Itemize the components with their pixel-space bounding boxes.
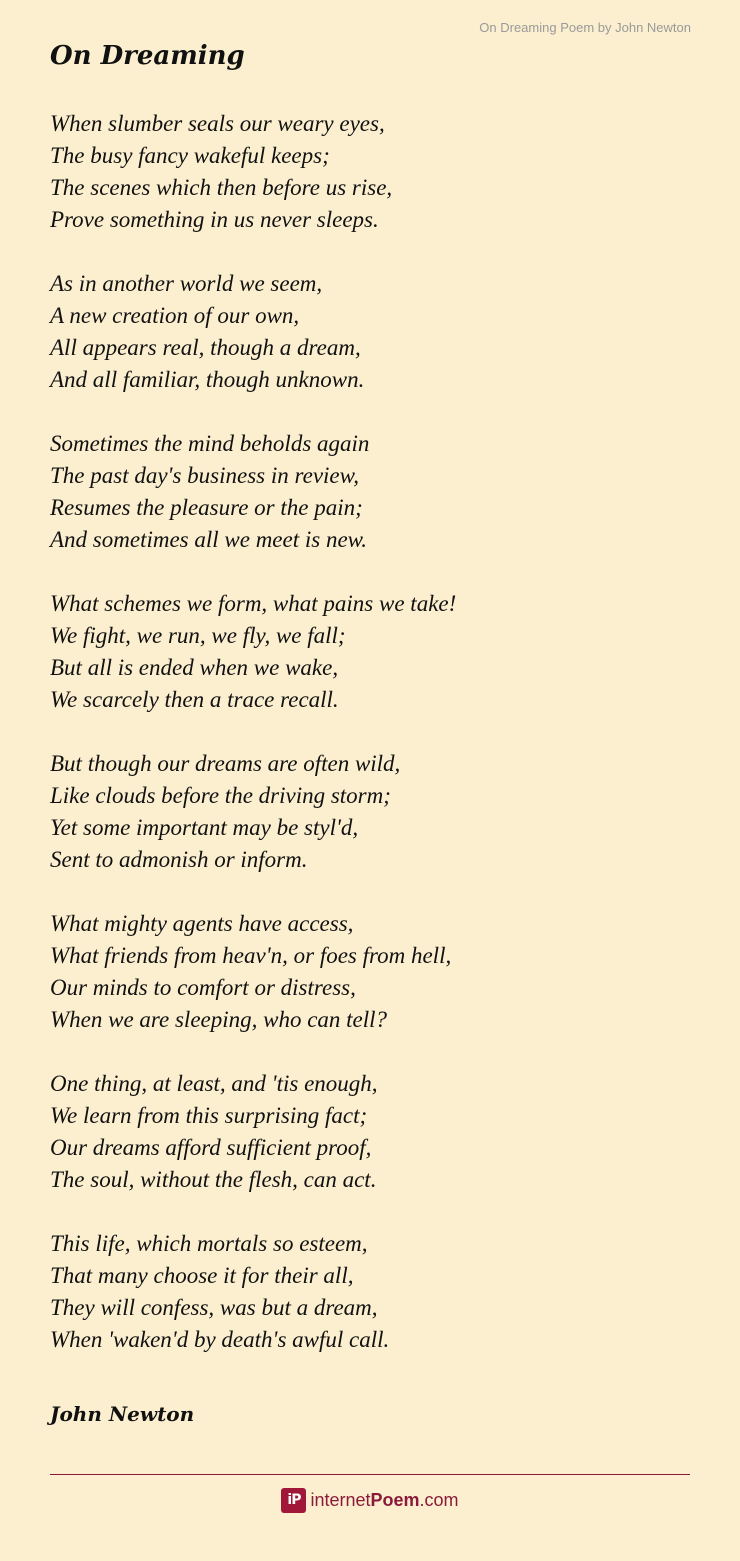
poem-line: As in another world we seem, [50, 271, 323, 296]
poem-line: Resumes the pleasure or the pain; [50, 495, 363, 520]
poem-line: The scenes which then before us rise, [50, 175, 393, 200]
site-logo-icon: iP [281, 1488, 306, 1513]
brand-text-poem: Poem [370, 1490, 420, 1510]
poem-title: On Dreaming [50, 41, 245, 71]
poem-line: Sometimes the mind beholds again [50, 431, 370, 456]
stanza [50, 588, 456, 716]
poem-line: Yet some important may be styl'd, [50, 815, 359, 840]
poem-line: What mighty agents have access, [50, 911, 354, 936]
poem-line: That many choose it for their all, [50, 1263, 354, 1288]
brand-text-domain: .com [419, 1490, 459, 1510]
poem-line: When we are sleeping, who can tell? [50, 1007, 388, 1032]
poem-line: We fight, we run, we fly, we fall; [50, 623, 346, 648]
poem-line: What schemes we form, what pains we take! [50, 591, 457, 616]
poem-line: We learn from this surprising fact; [50, 1103, 368, 1128]
poem-line: Our minds to comfort or distress, [50, 975, 356, 1000]
poem-line: Like clouds before the driving storm; [50, 783, 391, 808]
poem-line: Our dreams afford sufficient proof, [50, 1135, 372, 1160]
poem-line: The past day's business in review, [50, 463, 360, 488]
stanza [50, 748, 456, 876]
stanza [50, 1228, 456, 1356]
poem-line: Sent to admonish or inform. [50, 847, 308, 872]
poem-line: And sometimes all we meet is new. [50, 527, 368, 552]
stanza [50, 908, 456, 1036]
poem-line: When 'waken'd by death's awful call. [50, 1327, 390, 1352]
poem-line: But though our dreams are often wild, [50, 751, 401, 776]
poem-line: What friends from heav'n, or foes from hell, [50, 943, 452, 968]
stanza [50, 1068, 456, 1196]
brand-text-internet: internet [310, 1490, 371, 1510]
poem-line: All appears real, though a dream, [50, 335, 361, 360]
stanza [50, 108, 456, 236]
stanza [50, 428, 456, 556]
poem-line: They will confess, was but a dream, [50, 1295, 378, 1320]
poem-line: The soul, without the flesh, can act. [50, 1167, 377, 1192]
poem-line: One thing, at least, and 'tis enough, [50, 1071, 378, 1096]
poem-line: When slumber seals our weary eyes, [50, 111, 385, 136]
poem-body [50, 108, 456, 1388]
poem-line: But all is ended when we wake, [50, 655, 339, 680]
poem-line: Prove something in us never sleeps. [50, 207, 379, 232]
site-brand-link[interactable] [0, 1486, 740, 1514]
poem-line: The busy fancy wakeful keeps; [50, 143, 330, 168]
stanza [50, 268, 456, 396]
header-credit: On Dreaming Poem by John Newton [479, 20, 691, 35]
footer-divider [50, 1474, 690, 1475]
poem-line: This life, which mortals so esteem, [50, 1231, 368, 1256]
poem-line: We scarcely then a trace recall. [50, 687, 339, 712]
poem-line: And all familiar, though unknown. [50, 367, 365, 392]
poem-line: A new creation of our own, [50, 303, 300, 328]
poem-author: John Newton [50, 1402, 195, 1426]
